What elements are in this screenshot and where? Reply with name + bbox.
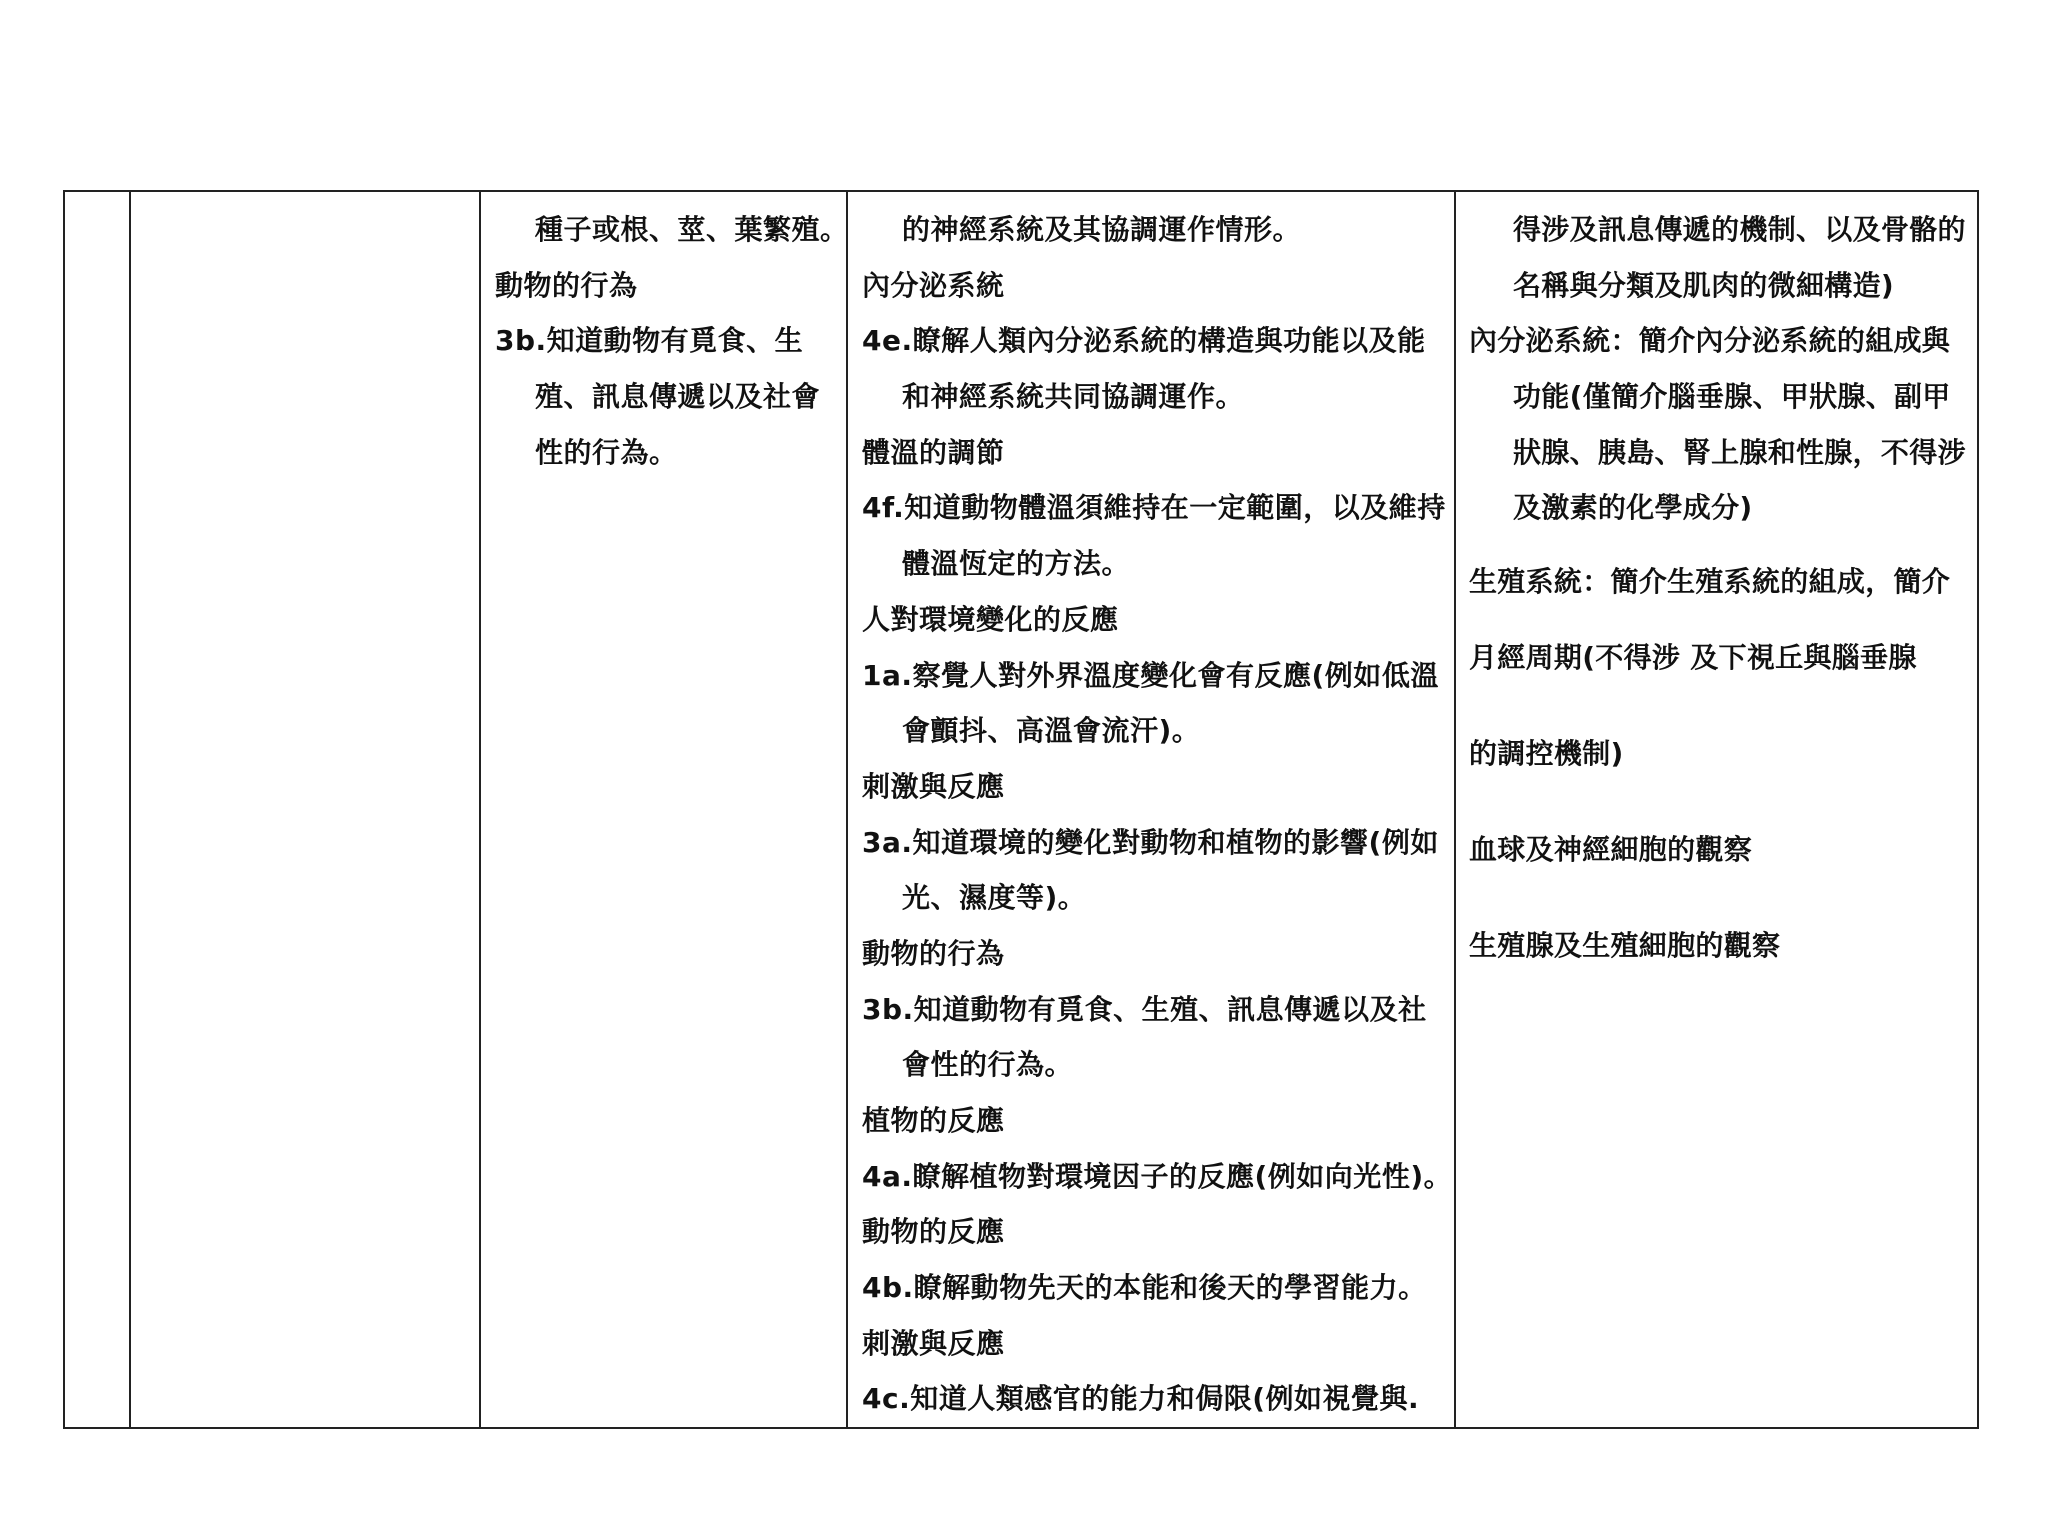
col5-text-line: 內分泌系統：簡介內分泌系統的組成與	[1469, 324, 1951, 358]
curriculum-table	[63, 190, 1979, 1429]
col4-text-line: 植物的反應	[862, 1104, 1005, 1137]
cell-content-col3	[481, 192, 849, 480]
col4-text-line: 4c.知道人類感官的能力和侷限(例如視覺與.	[862, 1382, 1420, 1416]
col5-text-line: 名稱與分類及肌肉的微細構造)	[1513, 268, 1894, 302]
col4-text-line: 會性的行為。	[902, 1048, 1074, 1082]
col5-text-line: 及激素的化學成分)	[1513, 491, 1753, 525]
col3-text-line: 性的行為。	[535, 435, 678, 469]
col4-text-line: 體溫的調節	[862, 435, 1005, 469]
col4-text-line: 刺激與反應	[862, 1326, 1005, 1360]
col5-text-line: 生殖系統：簡介生殖系統的組成，簡介	[1469, 565, 1951, 599]
col4-text-line: 1a.察覺人對外界溫度變化會有反應(例如低溫	[862, 658, 1439, 692]
col4-text-line: 的神經系統及其協調運作情形。	[902, 213, 1302, 246]
table-cell-3	[480, 191, 847, 1428]
col4-text-line: 動物的反應	[862, 1215, 1005, 1249]
col5-text-line: 的調控機制)	[1469, 736, 1624, 770]
col5-text-line: 月經周期(不得涉 及下視丘與腦垂腺	[1469, 640, 1917, 674]
col5-text-line: 血球及神經細胞的觀察	[1469, 832, 1753, 866]
col5-text-line: 生殖腺及生殖細胞的觀察	[1469, 928, 1781, 962]
col4-text-line: 內分泌系統	[862, 268, 1005, 302]
col4-text-line: 體溫恆定的方法。	[902, 547, 1131, 581]
col4-text-line: 4a.瞭解植物對環境因子的反應(例如向光性)。	[862, 1159, 1453, 1193]
col5-text-line: 狀腺、胰島、腎上腺和性腺，不得涉	[1513, 435, 1966, 469]
table-cell-1	[64, 191, 130, 1428]
col4-text-line: 和神經系統共同協調運作。	[902, 380, 1245, 414]
col5-text-line: 功能(僅簡介腦垂腺、甲狀腺、副甲	[1513, 380, 1951, 414]
table-row	[64, 191, 1978, 1428]
col4-text-line: 動物的行為	[862, 936, 1005, 970]
col4-text-line: 光、濕度等)。	[902, 881, 1087, 915]
col4-text-line: 3a.知道環境的變化對動物和植物的影響(例如	[862, 825, 1439, 859]
col4-text-line: 4e.瞭解人類內分泌系統的構造與功能以及能	[862, 324, 1426, 358]
col4-text-line: 會顫抖、高溫會流汗)。	[902, 714, 1201, 748]
col4-text-line: 4b.瞭解動物先天的本能和後天的學習能力。	[862, 1271, 1427, 1305]
table-cell-4	[847, 191, 1455, 1428]
col3-text-line: 殖、訊息傳遞以及社會	[535, 380, 821, 414]
table-cell-2	[130, 191, 480, 1428]
col4-text-line: 刺激與反應	[862, 769, 1005, 803]
col3-text-line: 3b.知道動物有覓食、生	[495, 324, 804, 358]
col3-text-line: 動物的行為	[495, 268, 638, 302]
cell-content-col4	[848, 192, 1454, 1427]
col4-text-line: 4f.知道動物體溫須維持在一定範圍，以及維持	[862, 491, 1446, 525]
col4-text-line: 3b.知道動物有覓食、生殖、訊息傳遞以及社	[862, 992, 1427, 1026]
col5-text-line: 得涉及訊息傳遞的機制、以及骨骼的	[1513, 213, 1966, 246]
col4-text-line: 人對環境變化的反應	[862, 602, 1119, 636]
cell-content-col5	[1456, 192, 1977, 994]
table-cell-5	[1455, 191, 1978, 1428]
col3-text-line: 種子或根、莖、葉繁殖。	[535, 213, 849, 246]
